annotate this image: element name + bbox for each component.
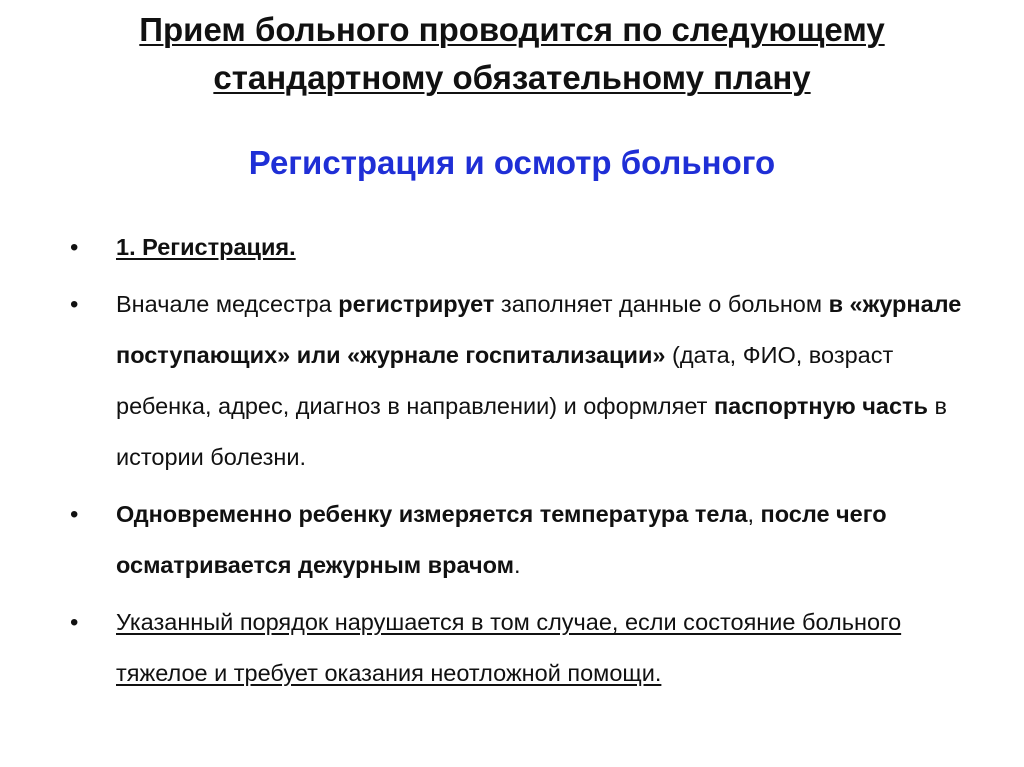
bullet-icon: • (70, 234, 79, 261)
text-run: Вначале медсестра (116, 291, 339, 317)
underlined-text: Указанный порядок нарушается в том случае, если состояние больного тяжелое и требует оказания неотложной помощи. (116, 609, 902, 686)
bold-run: Одновременно ребенку измеряется температура тела (116, 501, 748, 527)
bold-run: в «журнале поступающих» или «журнале госпитализации» (116, 291, 962, 368)
bullet-icon: • (70, 501, 79, 528)
text-run: заполняет данные о больном (494, 291, 829, 317)
text-run: . (514, 552, 521, 578)
bullet-icon: • (70, 609, 79, 636)
bullet-icon: • (70, 291, 79, 318)
list-item (70, 489, 970, 591)
list-item (70, 279, 970, 483)
slide-title: Прием больного проводится по следующему стандартному обязательному плану (139, 11, 885, 96)
slide-subtitle: Регистрация и осмотр больного (248, 144, 776, 181)
text-run: (дата, ФИО, возраст ребенка, адрес, диагноз в направлении) и оформляет (116, 342, 894, 419)
bold-run: паспортную часть (713, 393, 929, 419)
text-run: в истории болезни. (116, 393, 948, 470)
bullet-list (70, 222, 970, 705)
bold-run: регистрирует (338, 291, 495, 317)
registration-heading: 1. Регистрация. (116, 234, 296, 260)
bold-run: после чего осматривается дежурным врачом (116, 501, 887, 578)
list-item (70, 597, 970, 699)
list-item (70, 222, 970, 273)
text-run: , (747, 501, 761, 527)
